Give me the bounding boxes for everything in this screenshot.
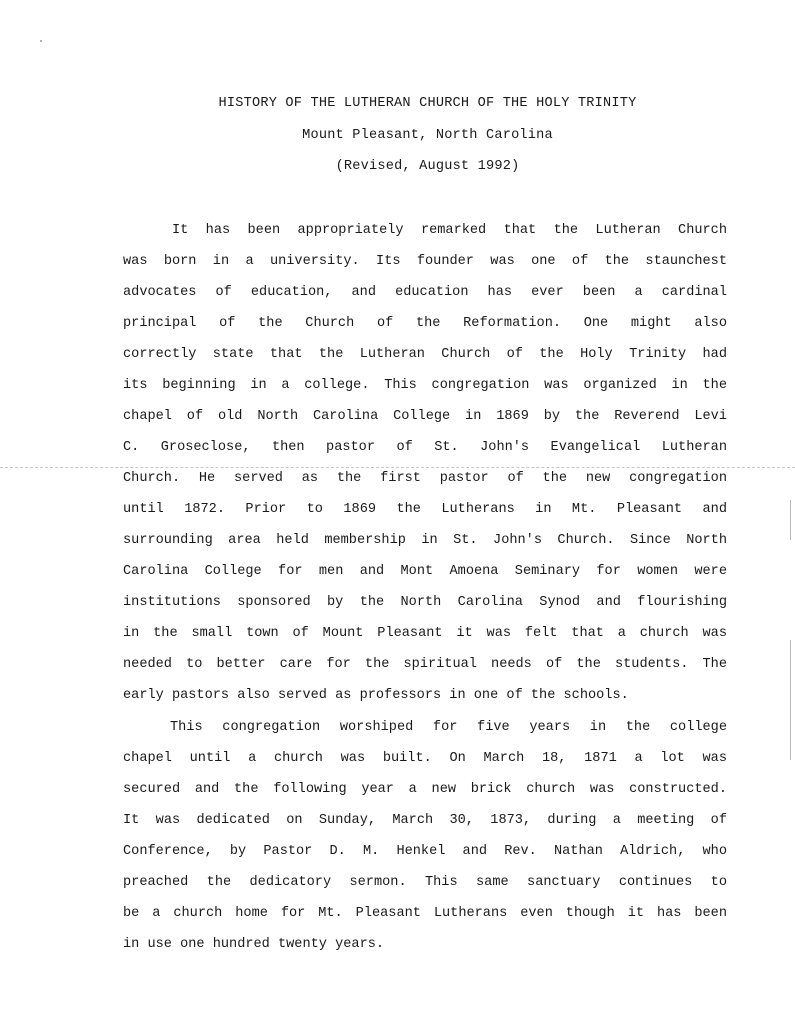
scan-edge-mark	[790, 500, 791, 540]
text-line: C. Groseclose, then pastor of St. John's Evangelical Lutheran	[123, 440, 727, 455]
document-title: HISTORY OF THE LUTHERAN CHURCH OF THE HOLY TRINITY	[218, 96, 637, 111]
scan-speck	[40, 40, 42, 42]
text-line: This congregation worshiped for five years in the college	[170, 720, 727, 735]
text-line: in the small town of Mount Pleasant it was felt that a church was	[123, 626, 727, 641]
text-line: until 1872. Prior to 1869 the Lutherans in Mt. Pleasant and	[123, 502, 727, 517]
text-line: It has been appropriately remarked that the Lutheran Church	[172, 223, 727, 238]
document-location: Mount Pleasant, North Carolina	[302, 128, 553, 143]
text-line: Carolina College for men and Mont Amoena Seminary for women were	[123, 564, 727, 579]
text-line: correctly state that the Lutheran Church of the Holy Trinity had	[123, 347, 727, 362]
text-line: its beginning in a college. This congregation was organized in the	[123, 378, 727, 393]
text-line: surrounding area held membership in St. John's Church. Since North	[123, 533, 727, 548]
text-line: preached the dedicatory sermon. This same sanctuary continues to	[123, 875, 727, 890]
text-line: early pastors also served as professors in one of the schools.	[123, 688, 629, 703]
text-line: It was dedicated on Sunday, March 30, 1873, during a meeting of	[123, 813, 727, 828]
text-line: be a church home for Mt. Pleasant Lutherans even though it has been	[123, 906, 727, 921]
text-line: Conference, by Pastor D. M. Henkel and Rev. Nathan Aldrich, who	[123, 844, 727, 859]
document-revision: (Revised, August 1992)	[335, 159, 520, 174]
text-line: chapel until a church was built. On March 18, 1871 a lot was	[123, 751, 727, 766]
text-line: was born in a university. Its founder was one of the staunchest	[123, 254, 727, 269]
text-line: needed to better care for the spiritual needs of the students. The	[123, 657, 727, 672]
text-line: in use one hundred twenty years.	[123, 937, 385, 952]
text-line: secured and the following year a new brick church was constructed.	[123, 782, 727, 797]
text-line: advocates of education, and education has ever been a cardinal	[123, 285, 727, 300]
scan-artifact-line	[0, 467, 795, 468]
scan-edge-mark	[790, 640, 791, 760]
text-line: principal of the Church of the Reformation. One might also	[123, 316, 727, 331]
text-line: Church. He served as the first pastor of the new congregation	[123, 471, 727, 486]
text-line: chapel of old North Carolina College in 1869 by the Reverend Levi	[123, 409, 727, 424]
text-line: institutions sponsored by the North Carolina Synod and flourishing	[123, 595, 727, 610]
